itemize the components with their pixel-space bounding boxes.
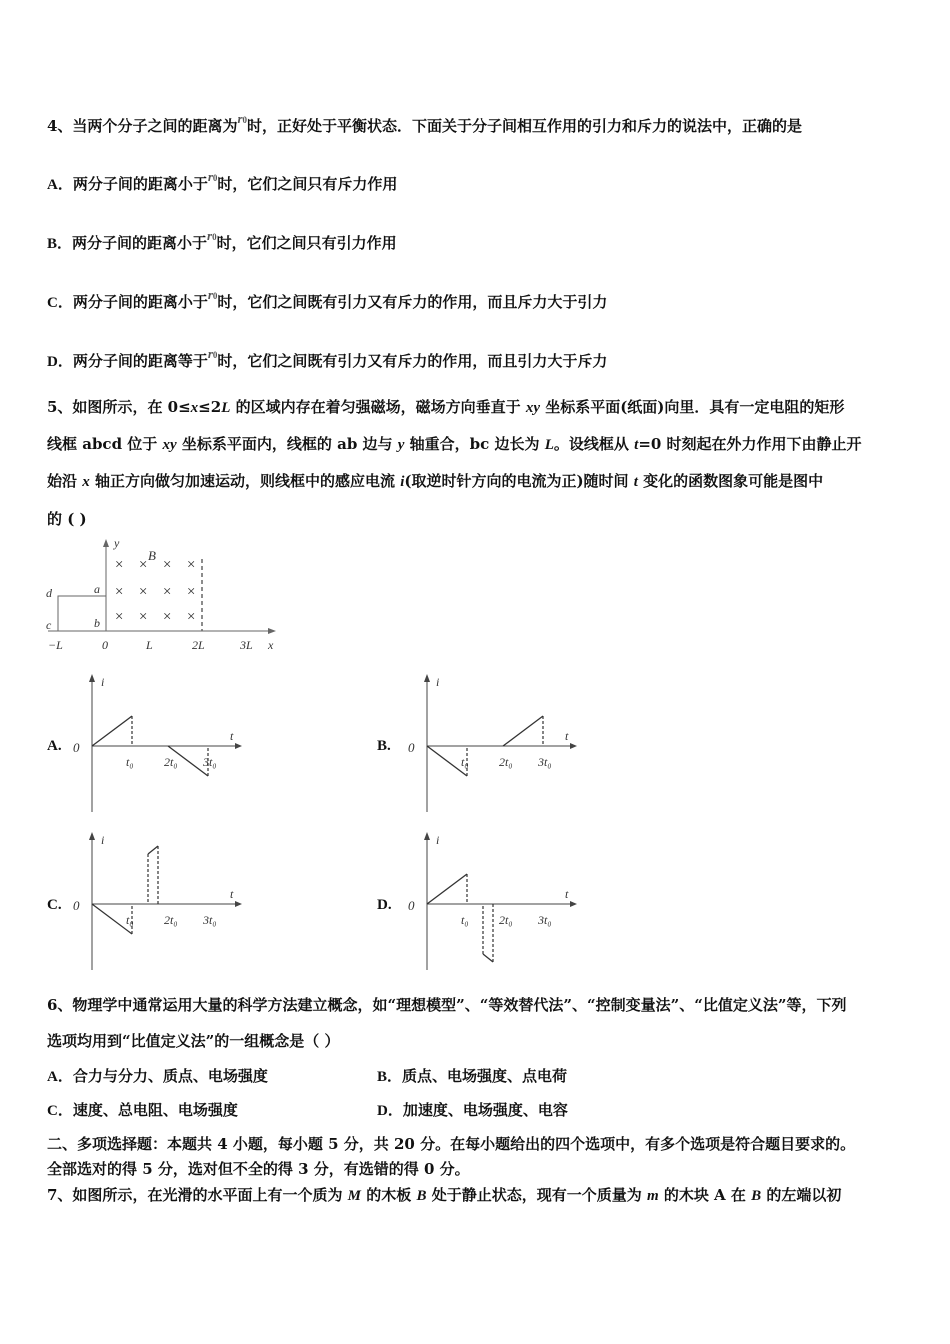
q4-option-c: C．两分子间的距离小于r0时，它们之间既有引力又有斥力的作用，而且斥力大于引力 (47, 287, 608, 311)
x-ticks (48, 638, 253, 652)
t-arrow (235, 743, 242, 749)
tick-label: t₀ (126, 913, 134, 927)
tick-label: t₀ (461, 755, 469, 769)
option-d-label: D. (377, 897, 392, 913)
label-c: c (46, 618, 52, 632)
q6-option-c: C．速度、总电阻、电场强度 (47, 1101, 238, 1119)
q6-option-a: A．合力与分力、质点、电场强度 (47, 1067, 268, 1085)
x-tick-label: L (146, 638, 153, 652)
i-arrow (424, 832, 430, 840)
field-mark: × (186, 557, 197, 573)
y-label: y (114, 536, 120, 550)
current-segment (427, 874, 467, 904)
current-segment (483, 954, 493, 962)
q5-line-2: 线框 abcd 位于 xy 坐标系平面内，线框的 ab 边与 y 轴重合，bc 边长为 L。设线框从 t=0 时刻起在外力作用下由静止开 (47, 435, 862, 453)
q4-option-b: B．两分子间的距离小于r0时，它们之间只有引力作用 (47, 228, 397, 252)
field-mark: × (186, 609, 197, 625)
field-marks (114, 557, 196, 625)
t-arrow (235, 901, 242, 907)
field-mark: × (186, 584, 197, 600)
t-arrow (570, 743, 577, 749)
q4-stem-a: 4、当两个分子之间的距离为 (47, 117, 238, 135)
graph-d (405, 830, 585, 975)
q4-stem (47, 111, 803, 138)
origin-label: 0 (408, 898, 415, 913)
q5-line-3: 始沿 x 轴正方向做匀加速运动，则线框中的感应电流 i(取逆时针方向的电流为正)随时间 t 变化的函数图象可能是图中 (47, 472, 824, 490)
i-label: i (436, 833, 440, 847)
origin-label: 0 (73, 740, 80, 755)
label-b: b (94, 616, 100, 630)
option-c-label: C. (47, 897, 62, 913)
graph-b (405, 672, 585, 817)
current-segment (148, 846, 158, 854)
x-tick-label: 0 (102, 638, 108, 652)
tick-label: 3t₀ (203, 755, 217, 769)
r0-symbol: r0 (207, 287, 218, 302)
origin-label: 0 (73, 898, 80, 913)
tick-label: 2t₀ (499, 755, 513, 769)
i-label: i (436, 675, 440, 689)
q6-option-d: D．加速度、电场强度、电容 (377, 1101, 568, 1119)
i-arrow (424, 674, 430, 682)
tick-label: 3t₀ (203, 913, 217, 927)
label-d: d (46, 586, 52, 600)
section2-line-2: 全部选对的得 5 分，选对但不全的得 3 分，有选错的得 0 分。 (47, 1160, 470, 1178)
tick-label: 2t₀ (164, 755, 178, 769)
origin-label: 0 (408, 740, 415, 755)
q4-stem-b: 时，正好处于平衡状态．下面关于分子间相互作用的引力和斥力的说法中，正确的是 (247, 117, 803, 135)
section2-line-1: 二、多项选择题：本题共 4 小题，每小题 5 分，共 20 分。在每小题给出的四个选项中，有多个选项是符合题目要求的。 (47, 1135, 856, 1153)
graph-a (70, 672, 250, 817)
q7-line-1: 7、如图所示，在光滑的水平面上有一个质为 M 的木板 B 处于静止状态，现有一个质量为 m 的木块 A 在 B 的左端以初 (47, 1186, 842, 1204)
i-label: i (101, 675, 105, 689)
tick-label: t₀ (461, 913, 469, 927)
field-mark: × (138, 557, 149, 573)
x-tick-label: −L (48, 638, 63, 652)
tick-label: t₀ (126, 755, 134, 769)
x-arrow (268, 628, 276, 634)
field-mark: × (162, 584, 173, 600)
tick-label: 2t₀ (164, 913, 178, 927)
label-a: a (94, 582, 100, 596)
q4-option-a: A．两分子间的距离小于r0时，它们之间只有斥力作用 (47, 169, 398, 193)
q6-line-2: 选项均用到“比值定义法”的一组概念是（ ） (47, 1032, 340, 1050)
current-segment (92, 716, 132, 746)
t-label: t (565, 729, 569, 743)
tick-label: 3t₀ (538, 913, 552, 927)
t-label: t (230, 887, 234, 901)
field-mark: × (114, 609, 125, 625)
x-tick-label: 2L (192, 638, 205, 652)
y-arrow (103, 539, 109, 547)
graph-c (70, 830, 250, 975)
t-label: t (230, 729, 234, 743)
field-figure (40, 535, 290, 655)
x-label: x (268, 638, 274, 652)
field-mark: × (138, 584, 149, 600)
tick-label: 2t₀ (499, 913, 513, 927)
tick-label: 3t₀ (538, 755, 552, 769)
current-segment (503, 716, 543, 746)
i-label: i (101, 833, 105, 847)
r0-symbol: r0 (237, 111, 248, 126)
b-field-label: B (148, 548, 156, 563)
field-mark: × (114, 584, 125, 600)
field-mark: × (138, 609, 149, 625)
r0-symbol: r0 (207, 346, 218, 361)
option-a-label: A. (47, 738, 62, 754)
r0-symbol: r0 (207, 228, 217, 243)
q4-option-d: D．两分子间的距离等于r0时，它们之间既有引力又有斥力的作用，而且引力大于斥力 (47, 346, 608, 370)
t-label: t (565, 887, 569, 901)
field-mark: × (162, 609, 173, 625)
field-mark: × (114, 557, 125, 573)
i-arrow (89, 674, 95, 682)
i-arrow (89, 832, 95, 840)
q6-line-1: 6、物理学中通常运用大量的科学方法建立概念，如“理想模型”、“等效替代法”、“控制变量法”、“比值定义法”等，下列 (47, 996, 847, 1014)
t-arrow (570, 901, 577, 907)
q6-option-b: B．质点、电场强度、点电荷 (377, 1067, 568, 1085)
x-tick-label: 3L (240, 638, 253, 652)
field-mark: × (162, 557, 173, 573)
q5-line-4: 的 ( ) (47, 510, 87, 528)
r0-symbol: r0 (207, 169, 218, 184)
q5-line-1: 5、如图所示，在 0≤x≤2L 的区域内存在着匀强磁场，磁场方向垂直于 xy 坐标系平面(纸面)向里．具有一定电阻的矩形 (47, 398, 845, 416)
option-b-label: B. (377, 738, 391, 754)
